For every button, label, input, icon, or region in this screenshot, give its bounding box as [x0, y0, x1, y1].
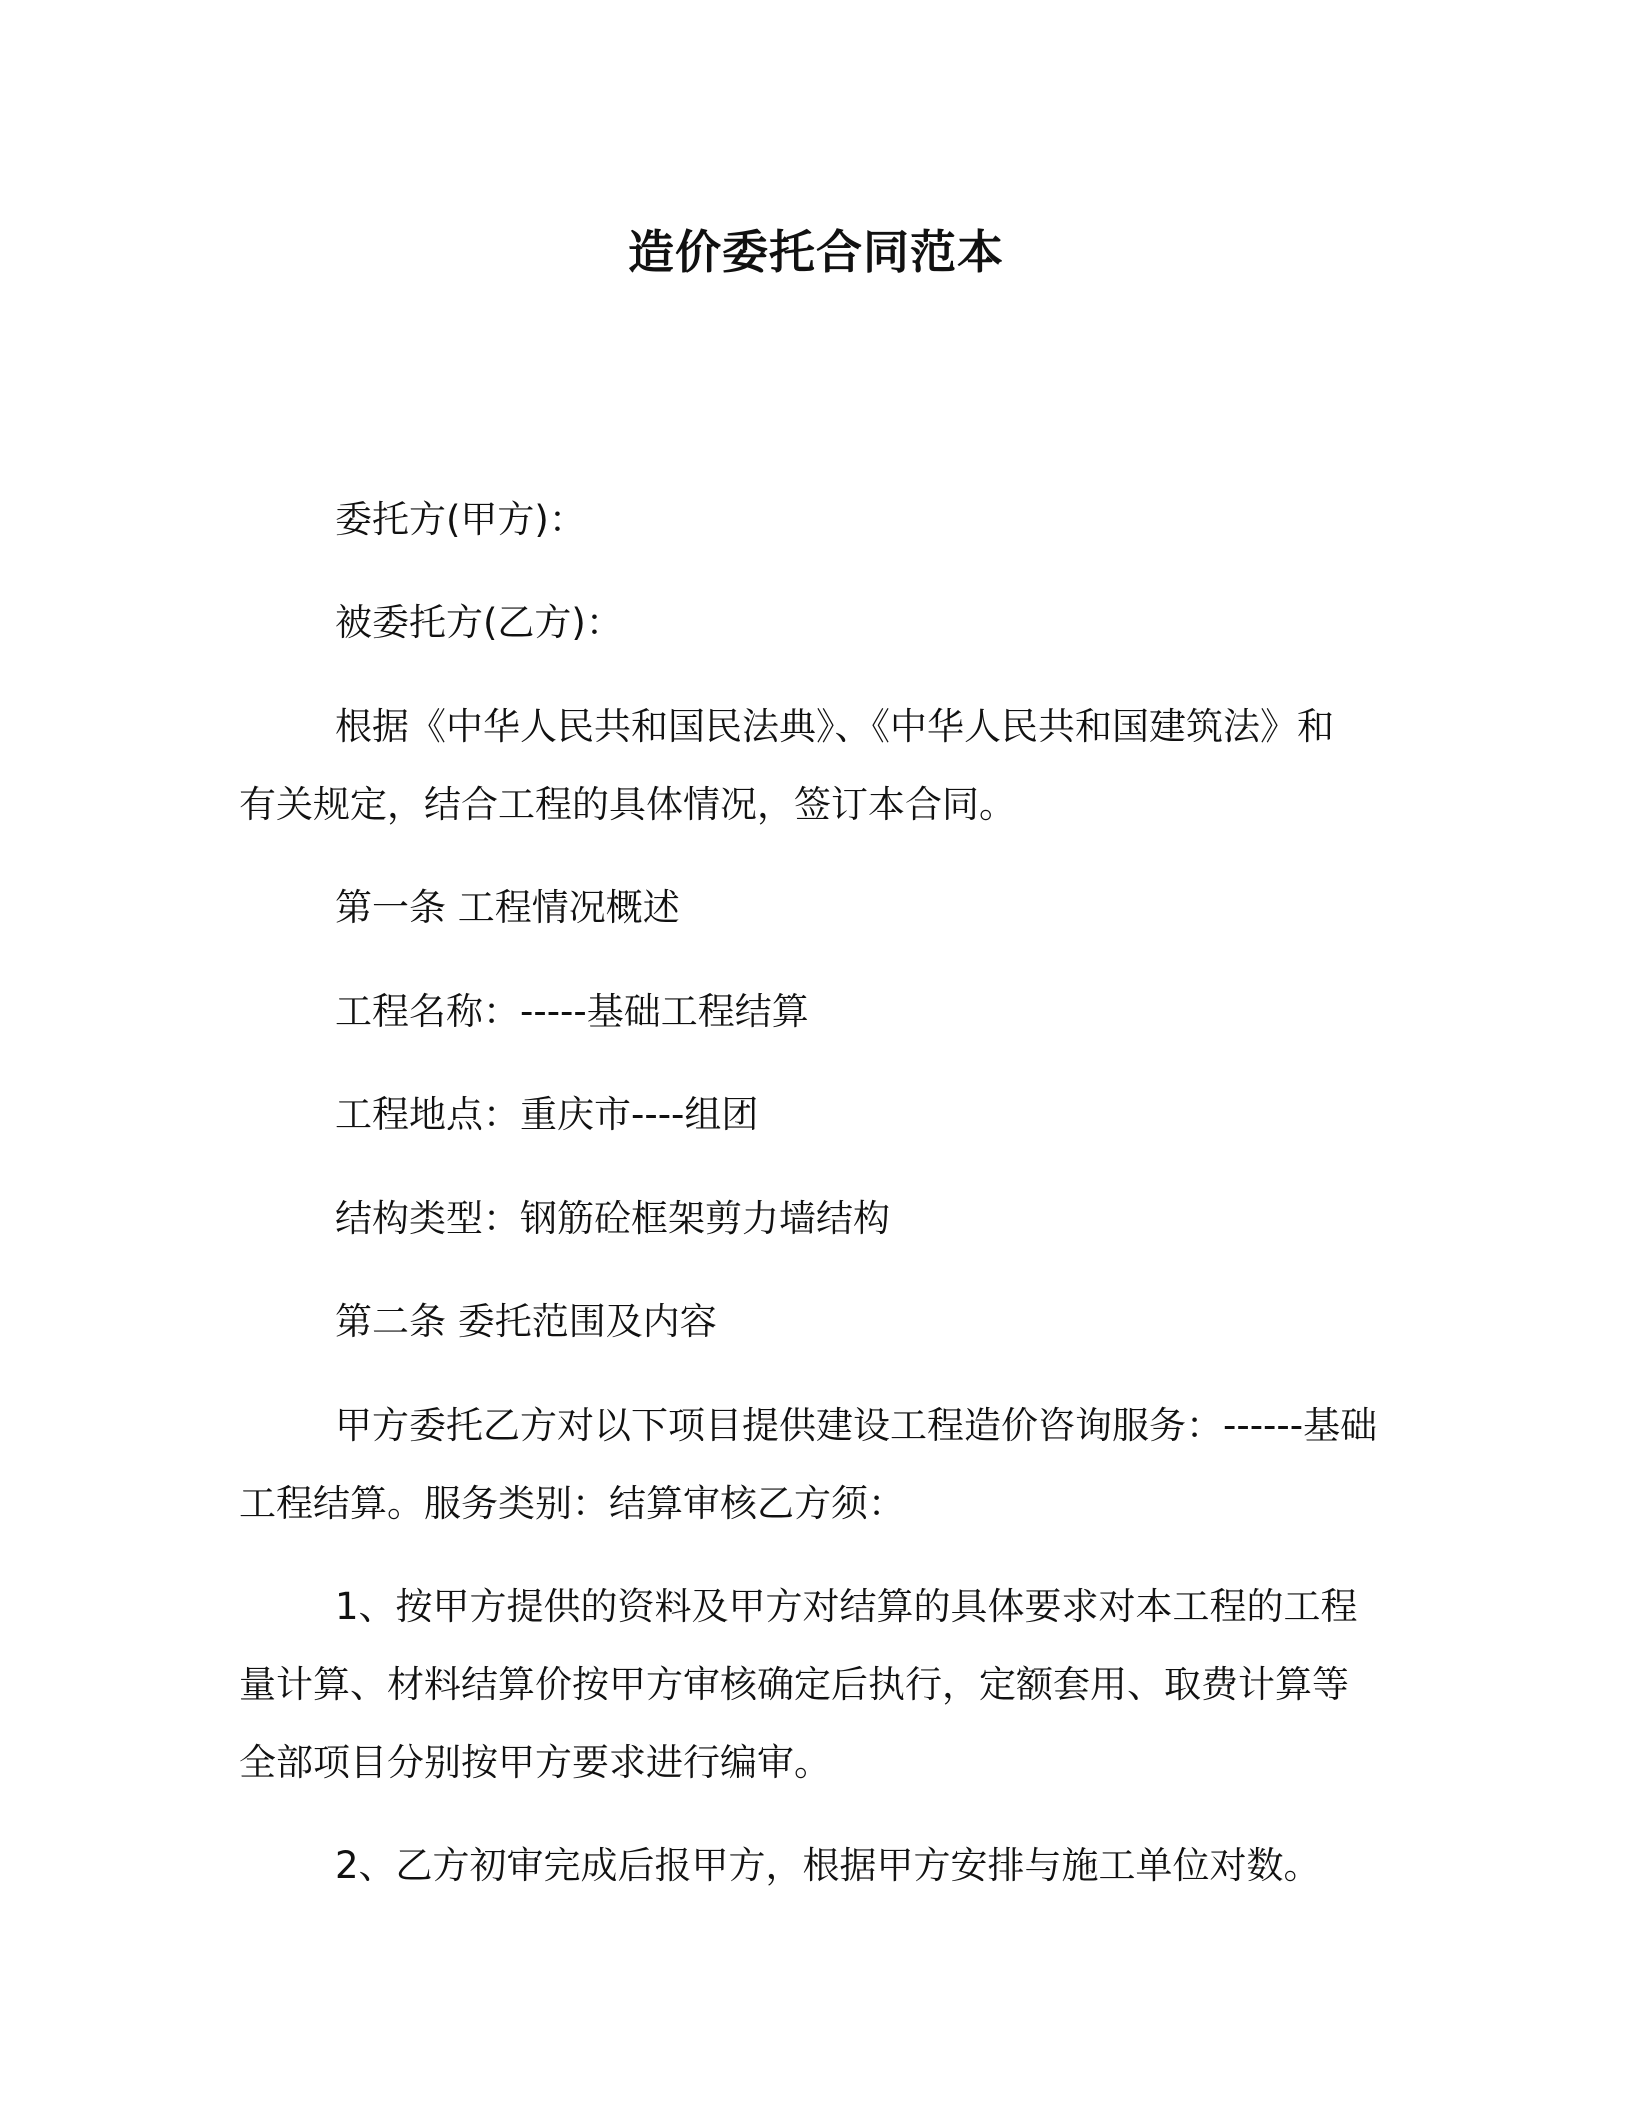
party-a-line: 委托方(甲方)：	[335, 498, 586, 541]
basis-line-1: 根据《中华人民共和国民法典》、《中华人民共和国建筑法》和	[335, 705, 1334, 748]
item-1-line-3: 全部项目分别按甲方要求进行编审。	[239, 1741, 831, 1784]
document-title: 造价委托合同范本	[628, 225, 1004, 279]
scope-line-1: 甲方委托乙方对以下项目提供建设工程造价咨询服务：------基础	[335, 1404, 1378, 1447]
article-1-heading: 第一条 工程情况概述	[335, 886, 680, 929]
basis-line-2: 有关规定，结合工程的具体情况，签订本合同。	[239, 783, 1016, 826]
project-name-line: 工程名称：-----基础工程结算	[335, 990, 809, 1033]
project-location-line: 工程地点：重庆市----组团	[335, 1093, 759, 1136]
item-2-line-1: 2、乙方初审完成后报甲方，根据甲方安排与施工单位对数。	[335, 1844, 1321, 1887]
item-1-line-2: 量计算、材料结算价按甲方审核确定后执行，定额套用、取费计算等	[239, 1663, 1349, 1706]
scope-line-2: 工程结算。服务类别：结算审核乙方须：	[239, 1482, 905, 1525]
item-1-line-1: 1、按甲方提供的资料及甲方对结算的具体要求对本工程的工程	[335, 1585, 1358, 1628]
structure-type-line: 结构类型：钢筋砼框架剪力墙结构	[335, 1197, 890, 1240]
party-b-line: 被委托方(乙方)：	[335, 601, 623, 644]
article-2-heading: 第二条 委托范围及内容	[335, 1300, 717, 1343]
